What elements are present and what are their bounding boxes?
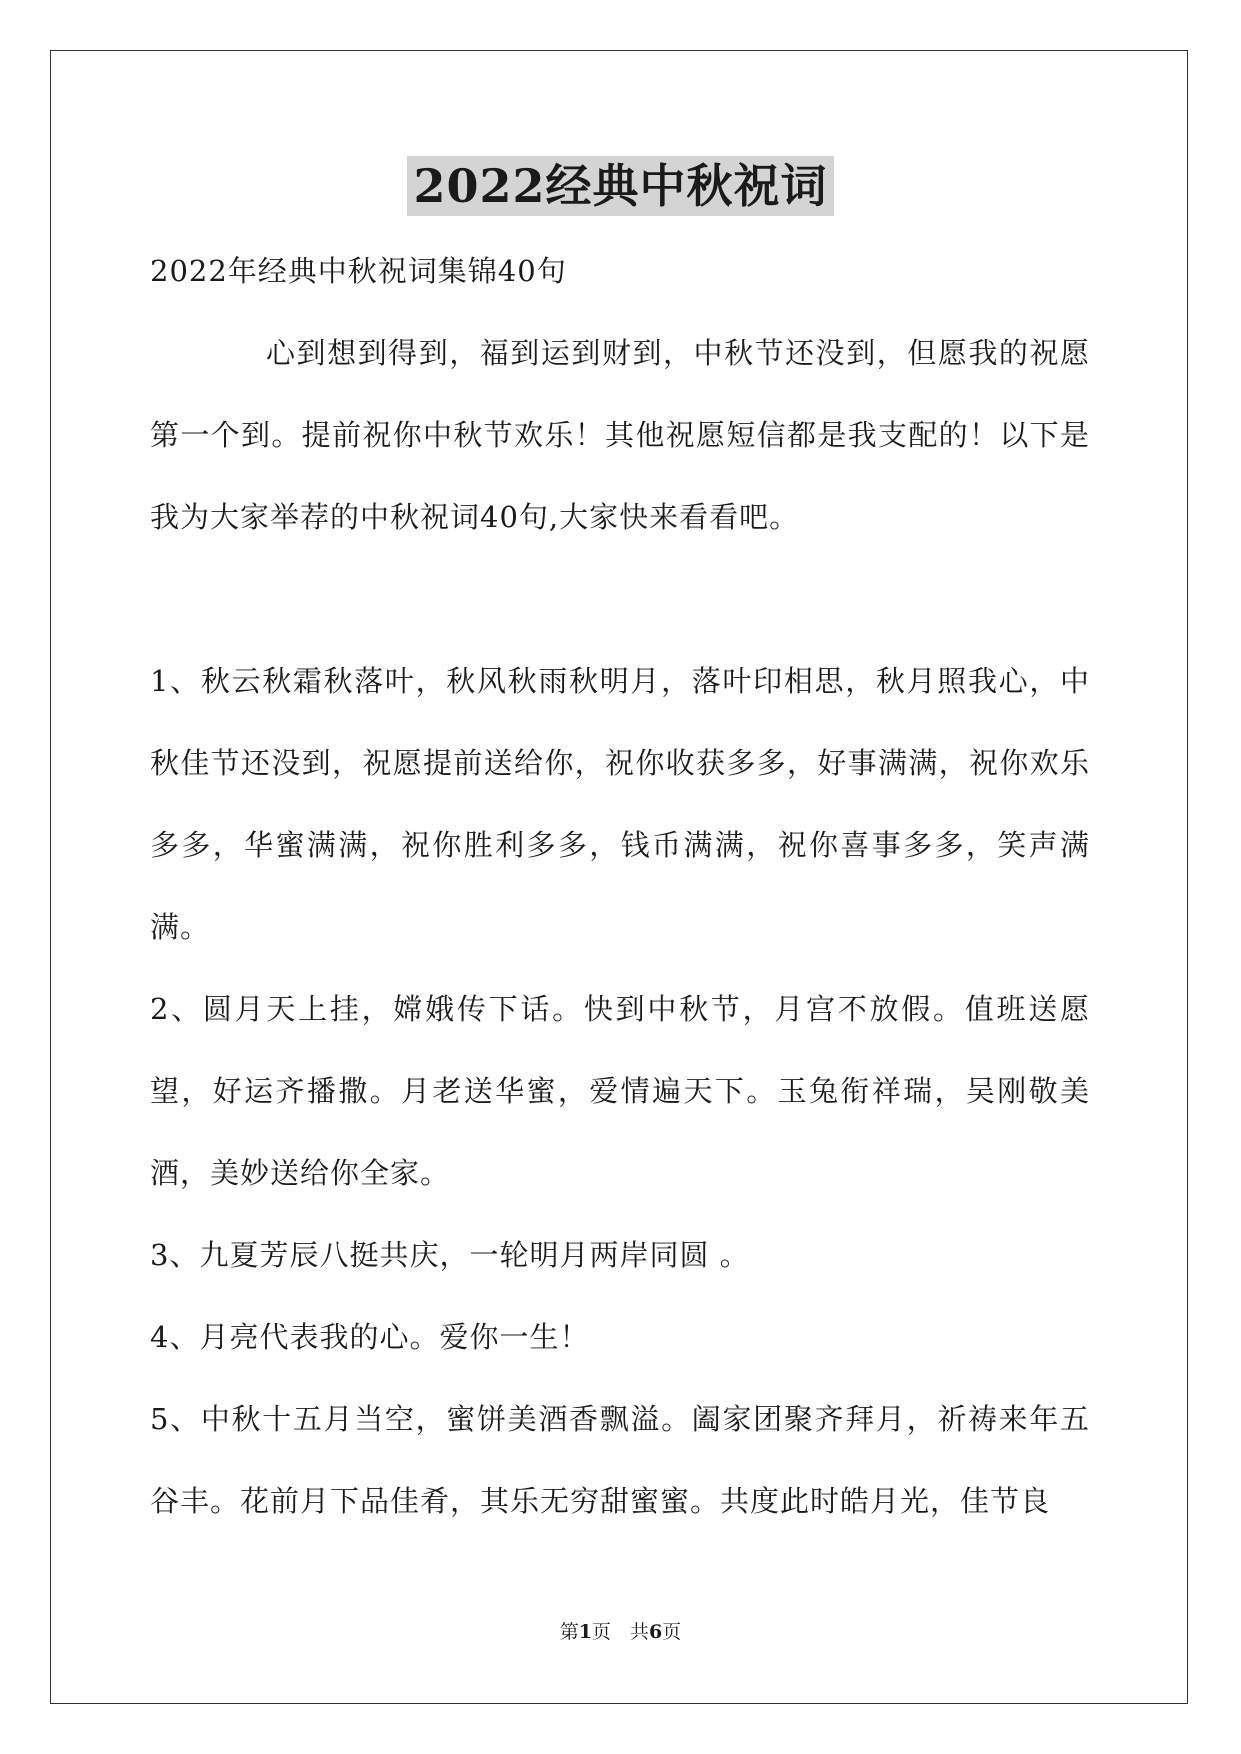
intro-paragraph: 心到想到得到，福到运到财到，中秋节还没到，但愿我的祝愿第一个到。提前祝你中秋节欢乐！其他祝愿短信都是我支配的！以下是我为大家举荐的中秋祝词40句,大家快来看看吧。 [150, 336, 1090, 534]
list-item: 4、月亮代表我的心。爱你一生！ [150, 1320, 590, 1354]
list-item: 2、圆月天上挂，嫦娥传下话。快到中秋节，月宫不放假。值班送愿望，好运齐播撒。月老送华蜜，爱情遍天下。玉兔衔祥瑞，吴刚敬美酒，美妙送给你全家。 [150, 992, 1090, 1190]
current-page-number: 1 [578, 1621, 592, 1643]
document-title: 2022经典中秋祝词 [407, 156, 833, 216]
document-subtitle: 2022年经典中秋祝词集锦40句 [150, 254, 567, 288]
total-page-number: 6 [649, 1621, 663, 1643]
paragraph-spacer [150, 558, 1090, 640]
list-item: 1、秋云秋霜秋落叶，秋风秋雨秋明月，落叶印相思，秋月照我心，中秋佳节还没到，祝愿提前送给你，祝你收获多多，好事满满，祝你欢乐多多，华蜜满满，祝你胜利多多，钱币满满，祝你喜事多多，笑声满满。 [150, 664, 1090, 944]
document-body [150, 230, 1090, 1542]
page-label-prefix: 第 [559, 1621, 579, 1643]
list-item: 3、九夏芳辰八挺共庆，一轮明月两岸同圆 。 [150, 1238, 750, 1272]
page-label-mid: 页 共 [591, 1621, 649, 1643]
title-container [0, 156, 1241, 216]
page-footer [0, 1620, 1241, 1644]
list-item: 5、中秋十五月当空，蜜饼美酒香飘溢。阖家团聚齐拜月，祈祷来年五谷丰。花前月下品佳肴，其乐无穷甜蜜蜜。共度此时皓月光，佳节良 [150, 1402, 1090, 1518]
page-label-suffix: 页 [662, 1621, 682, 1643]
